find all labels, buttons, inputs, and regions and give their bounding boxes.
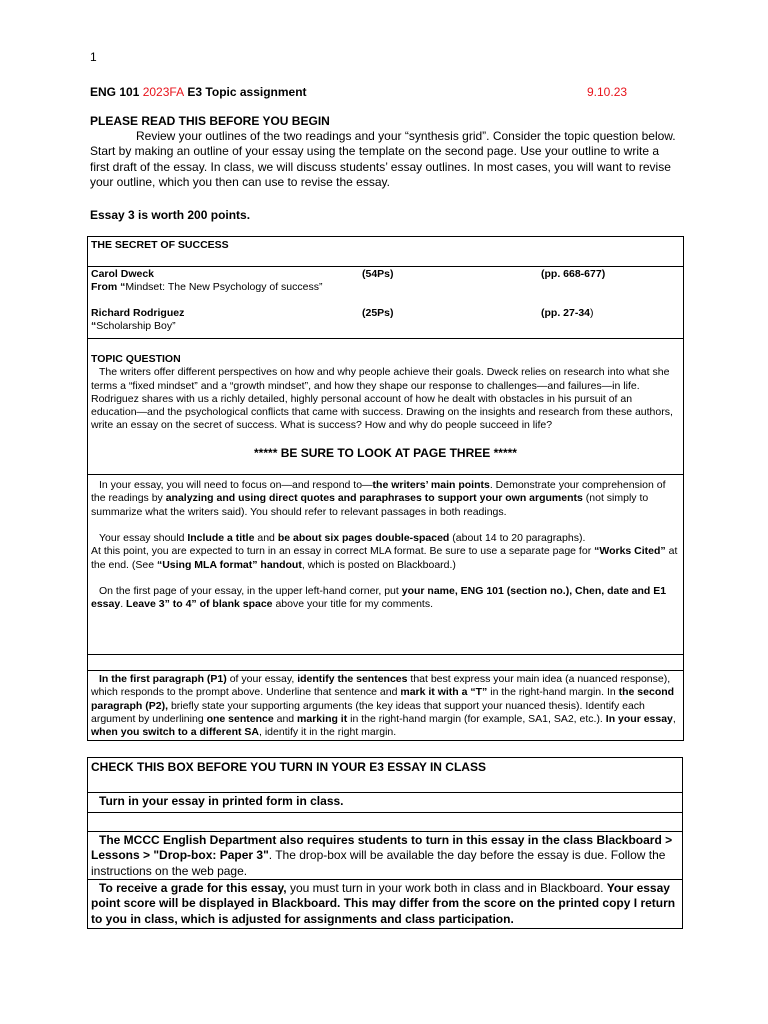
readings-cell [88, 267, 683, 339]
topic-question: The writers offer different perspectives on how and why people achieve their goals. Dweck relies on research into what she terms a “fixed mindset” and a “growth mindset”, and how they shape our response to challenges—and failures—in life. Rodriguez shares with us a richly detailed, highly personal account of how he dealt with obstacles in his pursuit of an education—and the psychological conflicts that came with success. Drawing on the insights and research from these authors, write an essay on the secret of success. What is success? How and why do people succeed in life? [91, 366, 673, 432]
checklist-item-blackboard: The MCCC English Department also requires students to turn in this essay in the class Blackboard > Lessons > "Drop-box: Paper 3". The drop-box will be available the day before the essay is due. Follow the instructions on the web page. [88, 832, 682, 880]
topic-cell [88, 353, 683, 655]
reading-author: Carol Dweck [91, 268, 155, 280]
checklist-item-print: Turn in your essay in printed form in class. [88, 793, 682, 813]
essay-worth: Essay 3 is worth 200 points. [90, 208, 251, 222]
reading-title: “Scholarship Boy” [91, 320, 176, 333]
assignment-date: 9.10.23 [587, 85, 628, 99]
header-line [90, 85, 650, 99]
spacer-row [88, 813, 682, 832]
reading-pages: (pp. 27-34 ) [541, 307, 594, 320]
checklist-item-grade: To receive a grade for this essay, you must turn in your work both in class and in Blackboard. Your essay point score will be displayed in Blackboard. This may differ from the score on the printed copy I return to you in class, which is adjusted for assignments and class participation. [88, 880, 682, 929]
reading-points: (54Ps) [362, 268, 394, 280]
table-title: THE SECRET OF SUCCESS [88, 237, 683, 267]
reading-points: (25Ps) [362, 307, 394, 320]
reading-author: Richard Rodriguez [91, 307, 185, 320]
course-code: ENG 101 [90, 85, 143, 99]
page-three-notice: ***** BE SURE TO LOOK AT PAGE THREE ***** [254, 445, 517, 460]
reading-title: From “Mindset: The New Psychology of success” [91, 281, 323, 293]
thesis-instructions: In the first paragraph (P1) of your essay, identify the sentences that best express your main idea (a nuanced response), which responds to the prompt above. Underline that sentence and mark it with a “T” in the right-hand margin. In the second paragraph (P2), briefly state your supporting arguments (the key ideas that support your nuanced thesis). Identify each argument by underlining one sentence and marking it in the right-hand margin (for example, SA1, SA2, etc.). In your essay, when you switch to a different SA, identify it in the right margin. [88, 671, 683, 741]
notice-heading: PLEASE READ THIS BEFORE YOU BEGIN [90, 114, 330, 128]
checklist-title: CHECK THIS BOX BEFORE YOU TURN IN YOUR E3 ESSAY IN CLASS [88, 758, 682, 793]
assignment-title: E3 Topic assignment [184, 85, 307, 99]
topic-heading: TOPIC QUESTION [91, 353, 181, 365]
submission-checklist [87, 757, 683, 929]
main-points-paragraph: In your essay, you will need to focus on—and respond to—the writers’ main points. Demonstrate your comprehension of the readings by analyzing and using direct quotes and paraphrases to support your own arguments (not simply to summarize what the writers said). You should refer to relevant passages in both readings. [88, 474, 683, 519]
notice-body-block [90, 129, 680, 190]
spacer-row [88, 655, 683, 671]
reading-pages: (pp. 668-677) [541, 268, 606, 280]
reading-row-dweck [91, 268, 680, 281]
assignment-table [87, 236, 684, 741]
notice-body: Review your outlines of the two readings and your “synthesis grid”. Consider the topic question below. Start by making an outline of your essay using the template on the second page. Use your outline to write a first draft of the essay. In class, we will discuss students’ essay outlines. In most cases, you will want to revise your outline, which you then can use to revise the essay. [90, 129, 676, 189]
page-number: 1 [90, 50, 97, 64]
format-paragraph: Your essay should Include a title and be about six pages double-spaced (about 14 to 20 paragraphs). At this point, you are expected to turn in an essay in correct MLA format. Be sure to use a separate page for “Works Cited” at the end. (See “Using MLA format” handout, which is posted on Blackboard.) [91, 531, 678, 571]
reading-row-rodriguez [91, 307, 680, 320]
header-instructions: On the first page of your essay, in the upper left-hand corner, put your name, ENG 101 (section no.), Chen, date and E1 essay. Leave 3” to 4” of blank space above your title for my comments. [91, 584, 667, 611]
term-code: 2023FA [142, 85, 185, 99]
